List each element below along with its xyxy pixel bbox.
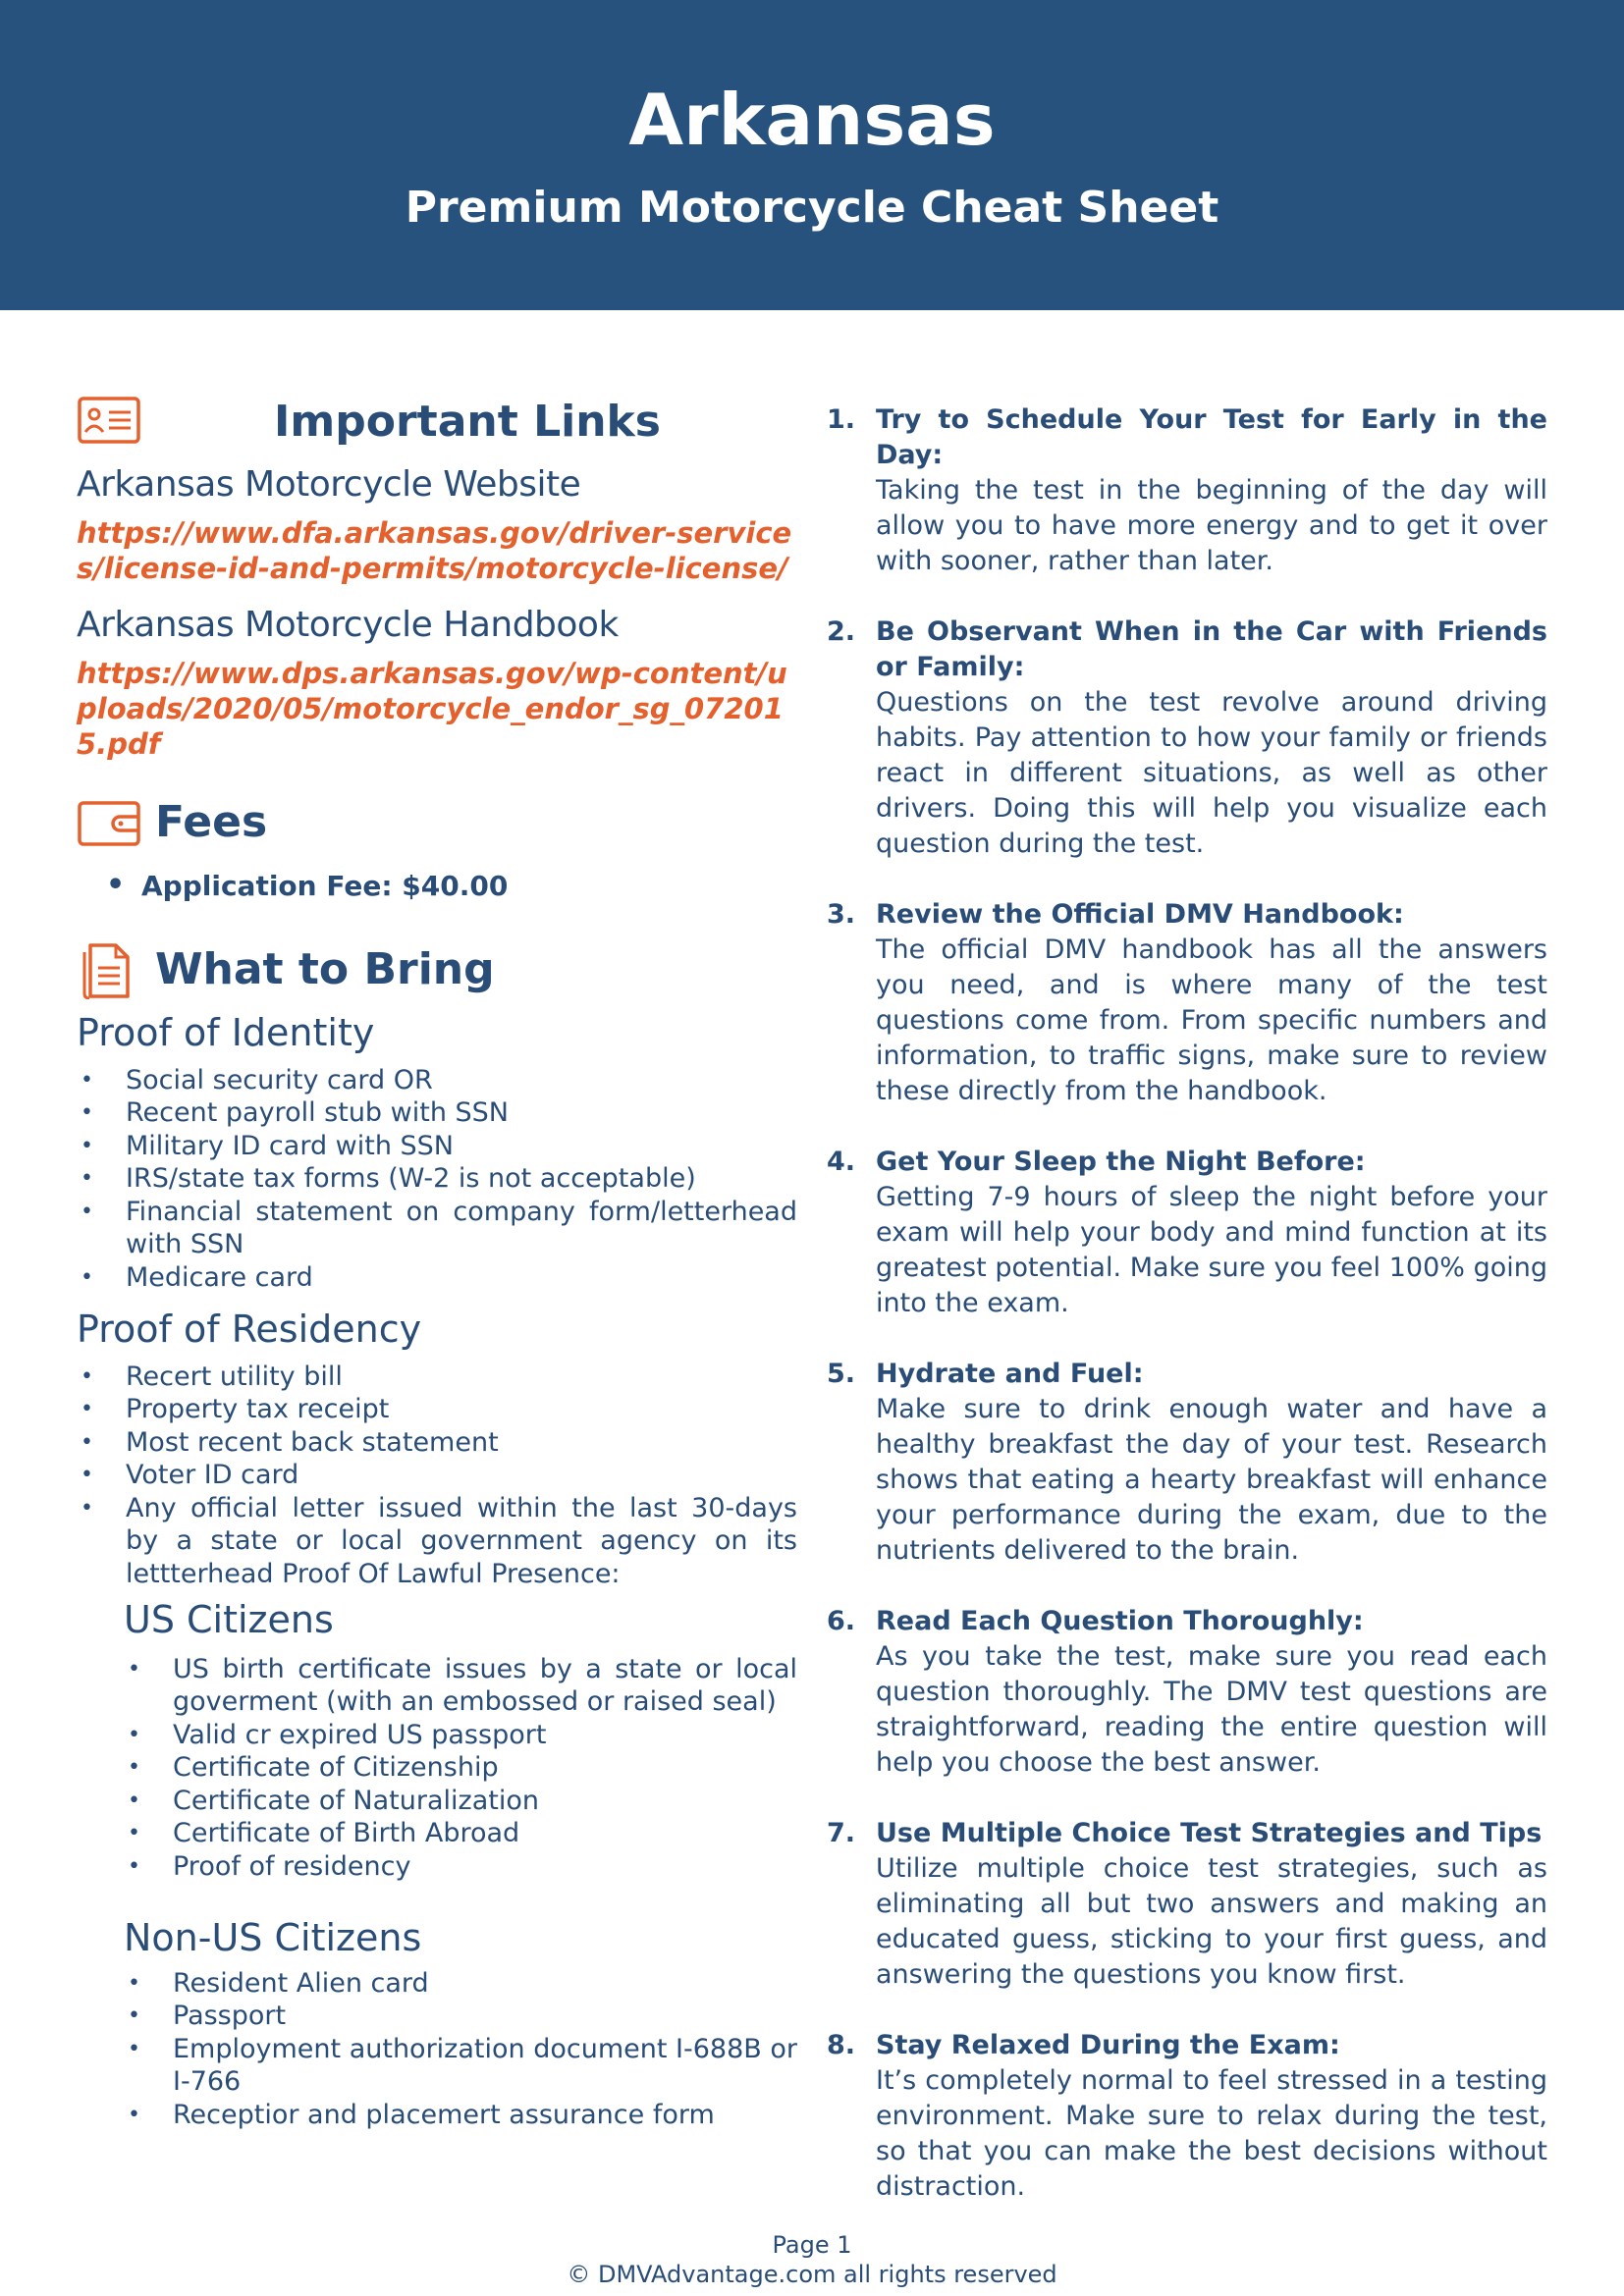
tip-body: Taking the test in the beginning of the day will allow you to have more energy and to get it over with sooner, rather than later. [876,475,1547,576]
motorcycle-website-label: Arkansas Motorcycle Website [77,464,581,505]
tip-item [827,1604,1547,1781]
proof-of-residency-list [77,1361,797,1591]
list-item: • Medicare card [77,1261,797,1295]
tip-item [827,614,1547,862]
tip-number: 3. [827,899,856,930]
tip-body: As you take the test, make sure you read each question thoroughly. The DMV test questions are straightforward, reading the entire question will help you choose the best answer. [876,1641,1547,1778]
tip-title: Hydrate and Fuel: [876,1359,1144,1389]
tip-body: Make sure to drink enough water and have a healthy breakfast the day of your test. Research shows that eating a hearty breakfast will enhance your performance during the exam, due to the nutrients delivered to the brain. [876,1394,1547,1566]
proof-of-identity-heading: Proof of Identity [77,1010,375,1054]
list-item: • Social security card OR [77,1064,797,1097]
tip-body: It’s completely normal to feel stressed in a testing environment. Make sure to relax during the test, so that you can make the best decisions without distraction. [876,2065,1547,2202]
tip-item [827,402,1547,579]
tip-title: Try to Schedule Your Test for Early in the Day: [876,404,1547,470]
important-links-heading [77,393,797,450]
motorcycle-handbook-link[interactable]: https://www.dps.arkansas.gov/wp-content/uploads/2020/05/motorcycle_endor_sg_072015.pdf [77,657,787,762]
list-item: • Resident Alien card [124,1967,797,2001]
tip-item [827,897,1547,1109]
non-us-citizens-list [124,1967,797,2132]
link-item [77,604,797,762]
what-to-bring-heading [77,942,797,999]
tip-title: Read Each Question Thoroughly: [876,1606,1364,1636]
tip-item [827,2028,1547,2205]
important-links-title: Important Links [274,397,661,447]
important-links-section [77,393,797,762]
link-item [77,463,797,586]
list-item: • IRS/state tax forms (W-2 is not acceptable) [77,1162,797,1196]
tip-number: 7. [827,1818,856,1848]
page-header [0,0,1624,310]
list-item: • Valid cr expired US passport [124,1719,797,1752]
proof-of-identity-list [77,1064,797,1295]
tip-item [827,1357,1547,1569]
list-item: • Certificate of Citizenship [124,1751,797,1785]
list-item: • Property tax receipt [77,1393,797,1426]
wallet-icon [77,795,141,852]
proof-of-residency-heading: Proof of Residency [77,1308,422,1352]
page-number: Page 1 [772,2231,852,2259]
list-item: • Voter ID card [77,1459,797,1492]
left-column [77,393,797,2131]
test-tips-column [827,402,1547,2240]
tip-body: Questions on the test revolve around driving habits. Pay attention to how your family or friends react in different situations, as well as other drivers. Doing this will help you visualize each question during the test. [876,687,1547,859]
list-item: • Application Fee: $40.00 [106,870,797,903]
tip-number: 8. [827,2030,856,2060]
tip-body: Getting 7-9 hours of sleep the night before your exam will help your body and mind function at its greatest potential. Make sure you feel 100% going into the exam. [876,1182,1547,1318]
fees-list [106,870,797,903]
what-to-bring-title: What to Bring [155,943,495,994]
tip-number: 2. [827,616,856,647]
motorcycle-website-link[interactable]: https://www.dfa.arkansas.gov/driver-services/license-id-and-permits/motorcycle-license/ [77,516,792,586]
list-item: • Financial statement on company form/letterhead with SSN [77,1196,797,1261]
us-citizens-heading: US Citizens [124,1598,334,1642]
list-item: • Receptior and placemert assurance form [124,2099,797,2132]
page-title: Arkansas [628,79,996,161]
list-item: • Certificate of Birth Abroad [124,1817,797,1850]
list-item: • Proof of residency [124,1850,797,1884]
list-item: • Any official letter issued within the last 30-days by a state or local government agency on its lettterhead Proof Of Lawful Presence: [77,1492,797,1591]
list-item: • Employment authorization document I-688B or I-766 [124,2033,797,2099]
tip-title: Review the Official DMV Handbook: [876,899,1404,930]
list-item: • Passport [124,2000,797,2033]
list-item: • Recert utility bill [77,1361,797,1394]
tip-number: 4. [827,1147,856,1177]
tip-number: 5. [827,1359,856,1389]
document-icon [77,942,141,999]
tip-title: Stay Relaxed During the Exam: [876,2030,1340,2060]
tip-number: 6. [827,1606,856,1636]
us-citizens-list [124,1653,797,1884]
tip-item [827,1145,1547,1321]
what-to-bring-section [77,942,797,2131]
fees-title: Fees [155,797,268,848]
motorcycle-handbook-label: Arkansas Motorcycle Handbook [77,605,619,646]
list-item: • Certificate of Naturalization [124,1785,797,1818]
tip-title: Use Multiple Choice Test Strategies and Tips [876,1818,1543,1848]
list-item: • Recent payroll stub with SSN [77,1096,797,1130]
page-footer [0,2230,1624,2289]
list-item: • Military ID card with SSN [77,1130,797,1163]
tip-title: Get Your Sleep the Night Before: [876,1147,1366,1177]
tip-body: Utilize multiple choice test strategies, such as eliminating all but two answers and making an educated guess, sticking to your first guess, and answering the questions you know first. [876,1853,1547,1990]
tip-number: 1. [827,404,856,435]
fees-heading [77,795,797,852]
non-us-citizens-heading: Non-US Citizens [124,1916,422,1960]
tip-item [827,1816,1547,1993]
copyright-text: © DMVAdvantage.com all rights reserved [567,2261,1057,2288]
tip-body: The official DMV handbook has all the answers you need, and is where many of the test questions come from. From specific numbers and information, to traffic signs, make sure to review these directly from the handbook. [876,934,1547,1106]
tip-title: Be Observant When in the Car with Friends or Family: [876,616,1547,682]
list-item: • US birth certificate issues by a state or local goverment (with an embossed or raised seal) [124,1653,797,1719]
page-subtitle: Premium Motorcycle Cheat Sheet [405,183,1219,233]
fees-section [77,795,797,903]
list-item: • Most recent back statement [77,1426,797,1460]
